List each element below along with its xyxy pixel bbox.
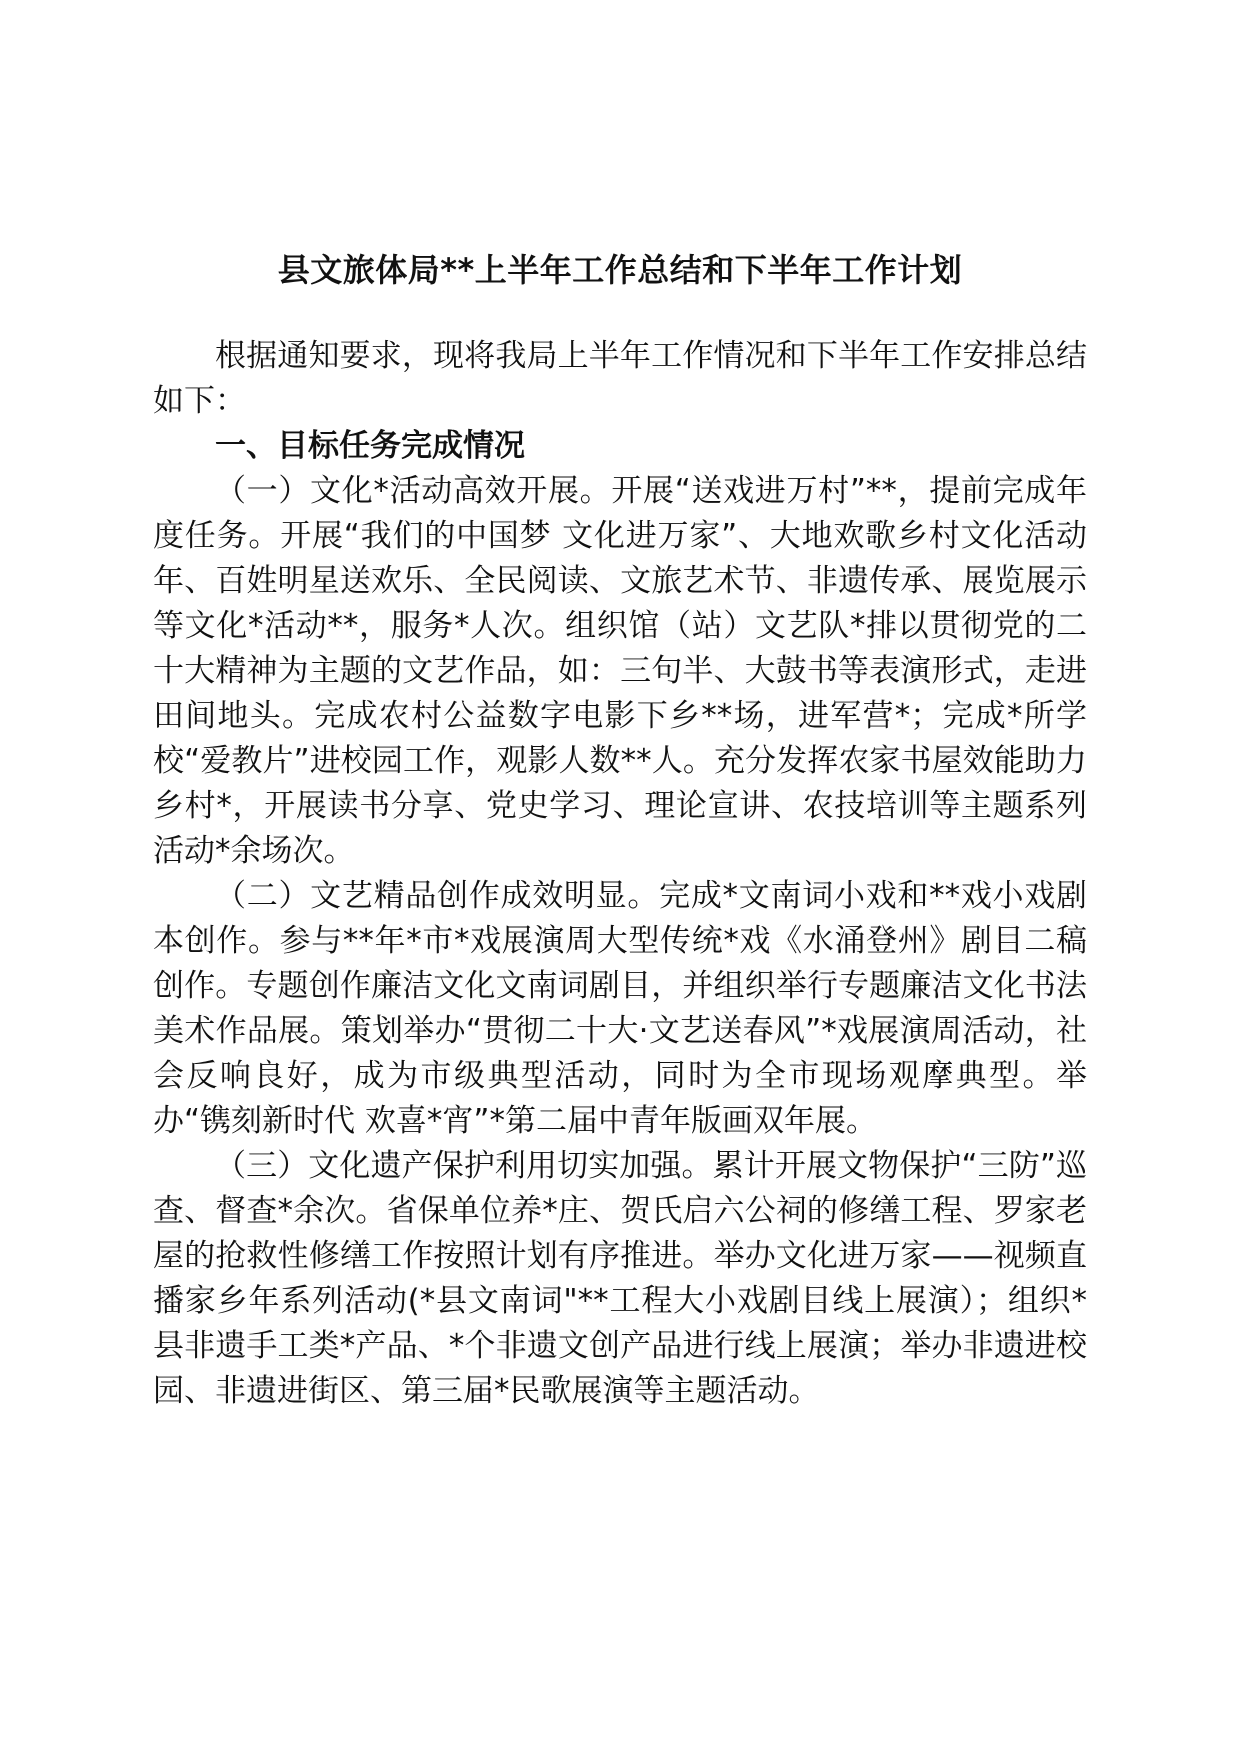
- paragraph-art-creation: （二）文艺精品创作成效明显。完成*文南词小戏和**戏小戏剧本创作。参与**年*市*戏展演周大型传统*戏《水涌登州》剧目二稿创作。专题创作廉洁文化文南词剧目，并组织举行专题廉洁文化书法美术作品展。策划举办“贯彻二十大·文艺送春风”*戏展演周活动，社会反响良好，成为市级典型活动，同时为全市现场观摩典型。举办“镌刻新时代 欢喜*宵”*第二届中青年版画双年展。: [153, 878, 1087, 1139]
- paragraph-heritage-protection: （三）文化遗产保护利用切实加强。累计开展文物保护“三防”巡查、督查*余次。省保单位养*庄、贺氏启六公祠的修缮工程、罗家老屋的抢救性修缮工作按照计划有序推进。举办文化进万家——视频直播家乡年系列活动(*县文南词"**工程大小戏剧目线上展演）；组织*县非遗手工类*产品、*个非遗文创产品进行线上展演；举办非遗进校园、非遗进街区、第三届*民歌展演等主题活动。: [153, 1148, 1087, 1409]
- document-title: 县文旅体局**上半年工作总结和下半年工作计划: [277, 251, 963, 289]
- document-body: [153, 334, 1087, 1414]
- paragraph-culture-activities: （一）文化*活动高效开展。开展“送戏进万村”**，提前完成年度任务。开展“我们的中国梦 文化进万家”、大地欢歌乡村文化活动年、百姓明星送欢乐、全民阅读、文旅艺术节、非遗传承、展览展示等文化*活动**，服务*人次。组织馆（站）文艺队*排以贯彻党的二十大精神为主题的文艺作品，如：三句半、大鼓书等表演形式，走进田间地头。完成农村公益数字电影下乡**场，进军营*；完成*所学校“爱教片”进校园工作，观影人数**人。充分发挥农家书屋效能助力乡村*，开展读书分享、党史学习、理论宣讲、农技培训等主题系列活动*余场次。: [153, 473, 1087, 869]
- intro-paragraph: 根据通知要求，现将我局上半年工作情况和下半年工作安排总结如下：: [153, 338, 1087, 419]
- section-heading-1: 一、目标任务完成情况: [215, 428, 525, 464]
